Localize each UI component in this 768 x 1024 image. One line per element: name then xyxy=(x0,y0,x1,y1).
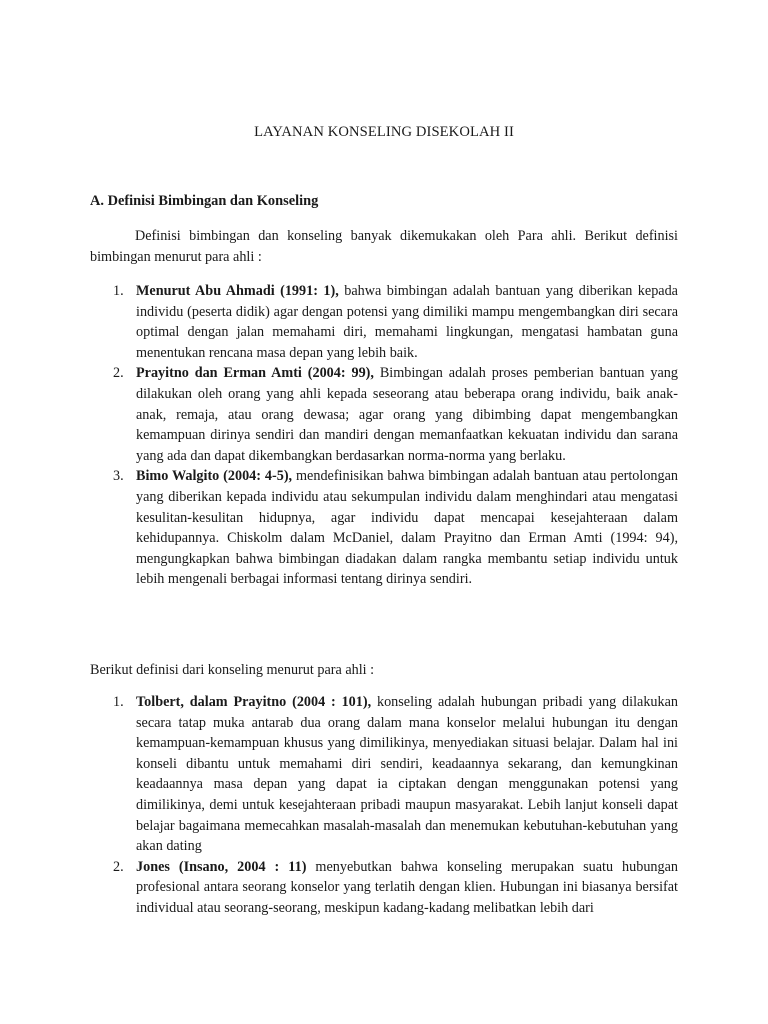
list-item xyxy=(90,281,678,363)
section-b-intro: Berikut definisi dari konseling menurut para ahli : xyxy=(90,662,375,678)
definition-text: bahwa bimbingan adalah bantuan yang diberikan kepada individu (peserta didik) agar dengan potensi yang dimiliki mampu mengembangkan diri secara optimal dengan jalan memahami diri, memahami lingkungan, mengatasi hambatan guna menentukan rencana masa depan yang lebih baik. xyxy=(136,283,678,361)
list-item xyxy=(90,466,678,590)
source-citation: Bimo Walgito (2004: 4-5), xyxy=(136,468,293,485)
section-a-heading: A. Definisi Bimbingan dan Konseling xyxy=(90,193,319,209)
list-number: 1. xyxy=(113,694,124,710)
counseling-definitions-list xyxy=(90,692,678,919)
definition-text: Bimbingan adalah proses pemberian bantuan yang dilakukan oleh orang yang ahli kepada seseorang atau beberapa orang individu, baik anak-anak, remaja, atau orang dewasa; agar orang yang dibimbing dapat mengembangkan kemampuan dirinya sendiri dan mandiri dengan memanfaatkan kekuatan individu dan sarana yang ada dan dapat dikembangkan berdasarkan norma-norma yang berlaku. xyxy=(136,365,678,464)
definition-text: konseling adalah hubungan pribadi yang dilakukan secara tatap muka antarab dua orang dalam mana konselor melalui hubungan itu dengan kemampuan-kemampuan khusus yang dimilikinya, menyediakan situasi belajar. Dalam hal ini konseli dibantu untuk memahami diri sendiri, keadaannya sekarang, dan kemungkinan keadaannya masa depan yang dapat ia ciptakan dengan menggunakan potensi yang dimilikinya, demi untuk kesejahteraan pribadi maupun masyarakat. Lebih lanjut konseli dapat belajar bagaimana memecahkan masalah-masalah dan menemukan kebutuhan-kebutuhan yang akan dating xyxy=(136,694,678,855)
source-citation: Menurut Abu Ahmadi (1991: 1), xyxy=(136,283,339,299)
source-citation: Tolbert, dalam Prayitno (2004 : 101), xyxy=(136,694,372,710)
document-title: LAYANAN KONSELING DISEKOLAH II xyxy=(254,124,514,140)
list-number: 3. xyxy=(113,468,124,485)
definition-text: mendefinisikan bahwa bimbingan adalah bantuan atau pertolongan yang diberikan kepada individu atau sekumpulan individu dalam menghindari atau mengatasi kesulitan-kesulitan hidupnya, agar individu dapat mencapai kesejahteraan dalam kehidupannya. Chiskolm dalam McDaniel, dalam Prayitno dan Erman Amti (1994: 94), mengungkapkan bahwa bimbingan diadakan dalam rangka membantu setiap individu untuk lebih mengenali berbagai informasi tentang dirinya sendiri. xyxy=(136,468,678,588)
list-item xyxy=(90,857,678,919)
definition-text: menyebutkan bahwa konseling merupakan suatu hubungan profesional antara seorang konselor yang terlatih dengan klien. Hubungan ini biasanya bersifat individual atau seorang-seorang, meskipun kadang-kadang melibatkan lebih dari xyxy=(136,858,678,916)
list-number: 2. xyxy=(113,858,124,875)
list-number: 2. xyxy=(113,365,124,382)
list-number: 1. xyxy=(113,283,124,299)
source-citation: Jones (Insano, 2004 : 11) xyxy=(136,858,307,875)
list-item xyxy=(90,363,678,466)
section-a-intro: Definisi bimbingan dan konseling banyak dikemukakan oleh Para ahli. Berikut definisi bimbingan menurut para ahli : xyxy=(90,228,678,265)
list-item xyxy=(90,692,678,857)
source-citation: Prayitno dan Erman Amti (2004: 99), xyxy=(136,365,374,382)
guidance-definitions-list xyxy=(90,281,678,590)
